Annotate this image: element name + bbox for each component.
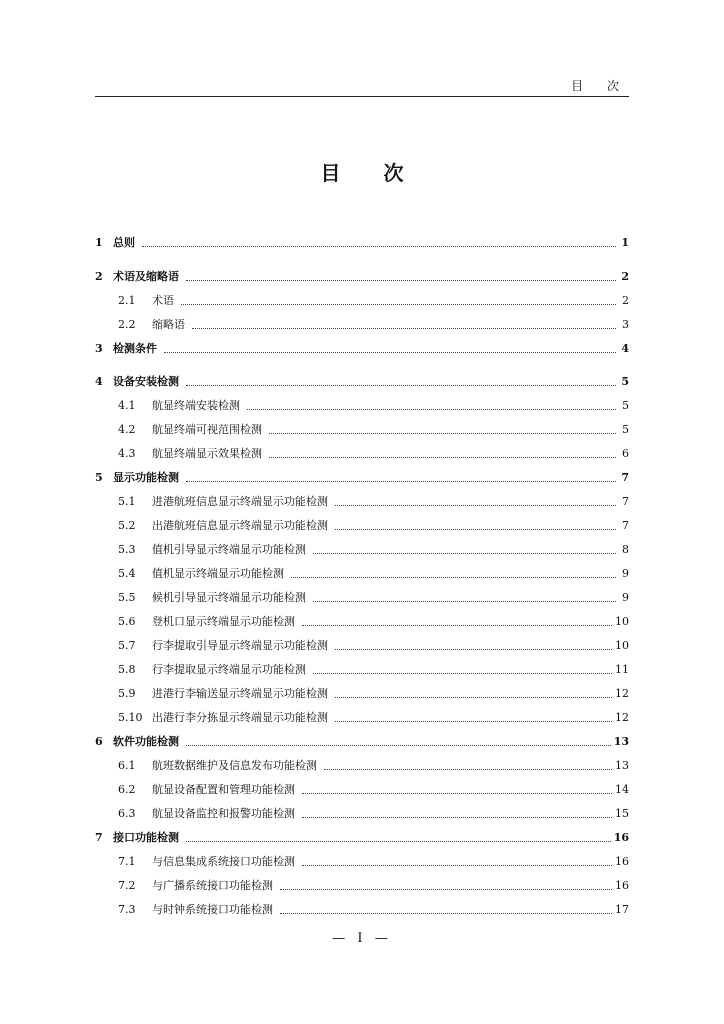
toc-entry-number: 5.9	[118, 687, 136, 700]
toc-dot-leader	[186, 841, 611, 842]
toc-entry-page: 5	[621, 375, 629, 388]
toc-entry-title: 航显设备监控和报警功能检测	[152, 807, 295, 820]
toc-entry-title: 显示功能检测	[113, 471, 179, 484]
toc-entry-number: 5	[95, 471, 103, 484]
toc-entry-page: 10	[615, 615, 629, 628]
toc-section-entry[interactable]	[95, 396, 629, 416]
toc-entry-page: 13	[615, 759, 629, 772]
toc-section-entry[interactable]	[95, 804, 629, 824]
toc-entry-number: 7	[95, 831, 103, 844]
toc-entry-page: 6	[622, 447, 629, 460]
toc-entry-number: 5.7	[118, 639, 136, 652]
toc-entry-title: 软件功能检测	[113, 735, 179, 748]
toc-entry-title: 值机引导显示终端显示功能检测	[152, 543, 306, 556]
toc-entry-number: 5.10	[118, 711, 143, 724]
toc-entry-title: 出港航班信息显示终端显示功能检测	[152, 519, 328, 532]
toc-entry-number: 2	[95, 270, 103, 283]
toc-entry-number: 5.6	[118, 615, 136, 628]
toc-entry-page: 11	[615, 663, 629, 676]
toc-section-entry[interactable]	[95, 564, 629, 584]
toc-entry-page: 7	[621, 471, 629, 484]
toc-dot-leader	[335, 649, 612, 650]
toc-section-entry[interactable]	[95, 420, 629, 440]
toc-entry-title: 术语及缩略语	[113, 270, 179, 283]
toc-entry-page: 16	[615, 879, 629, 892]
toc-entry-number: 5.5	[118, 591, 136, 604]
toc-entry-title: 缩略语	[152, 318, 185, 331]
toc-entry-page: 7	[622, 519, 629, 532]
toc-entry-title: 行李提取显示终端显示功能检测	[152, 663, 306, 676]
toc-entry-title: 与信息集成系统接口功能检测	[152, 855, 295, 868]
toc-entry-title: 设备安装检测	[113, 375, 179, 388]
toc-entry-page: 1	[621, 236, 629, 249]
toc-entry-number: 4.3	[118, 447, 136, 460]
page-footer: — I —	[332, 931, 392, 946]
toc-entry-number: 6.1	[118, 759, 136, 772]
toc-entry-title: 航显终端可视范围检测	[152, 423, 262, 436]
toc-entry-page: 5	[622, 399, 629, 412]
toc-entry-page: 5	[622, 423, 629, 436]
toc-chapter-entry[interactable]	[95, 339, 629, 359]
header-rule	[95, 96, 629, 97]
toc-dot-leader	[335, 697, 612, 698]
toc-chapter-entry[interactable]	[95, 828, 629, 848]
toc-entry-number: 5.2	[118, 519, 136, 532]
toc-entry-title: 出港行李分拣显示终端显示功能检测	[152, 711, 328, 724]
toc-entry-title: 与广播系统接口功能检测	[152, 879, 273, 892]
toc-entry-number: 6.3	[118, 807, 136, 820]
toc-entry-page: 12	[615, 687, 629, 700]
toc-section-entry[interactable]	[95, 684, 629, 704]
toc-entry-title: 检测条件	[113, 342, 157, 355]
toc-chapter-entry[interactable]	[95, 468, 629, 488]
toc-entry-page: 7	[622, 495, 629, 508]
toc-dot-leader	[181, 304, 616, 305]
toc-entry-number: 7.1	[118, 855, 136, 868]
toc-entry-number: 4	[95, 375, 103, 388]
toc-dot-leader	[186, 745, 611, 746]
toc-section-entry[interactable]	[95, 852, 629, 872]
toc-entry-number: 7.2	[118, 879, 136, 892]
toc-entry-number: 4.1	[118, 399, 136, 412]
toc-section-entry[interactable]	[95, 780, 629, 800]
toc-entry-page: 15	[615, 807, 629, 820]
toc-section-entry[interactable]	[95, 708, 629, 728]
toc-section-entry[interactable]	[95, 516, 629, 536]
toc-entry-title: 航显设备配置和管理功能检测	[152, 783, 295, 796]
toc-entry-title: 进港航班信息显示终端显示功能检测	[152, 495, 328, 508]
toc-dot-leader	[313, 673, 612, 674]
toc-section-entry[interactable]	[95, 612, 629, 632]
toc-entry-page: 14	[615, 783, 629, 796]
toc-entry-title: 术语	[152, 294, 174, 307]
page-title: 目 次	[320, 161, 422, 185]
toc-entry-page: 8	[622, 543, 629, 556]
toc-entry-number: 5.4	[118, 567, 136, 580]
toc-dot-leader	[302, 793, 612, 794]
toc-entry-number: 1	[95, 236, 103, 249]
toc-chapter-entry[interactable]	[95, 372, 629, 392]
toc-dot-leader	[280, 913, 612, 914]
toc-dot-leader	[302, 865, 612, 866]
toc-dot-leader	[335, 505, 616, 506]
toc-entry-title: 进港行李输送显示终端显示功能检测	[152, 687, 328, 700]
toc-entry-number: 5.8	[118, 663, 136, 676]
toc-entry-page: 12	[615, 711, 629, 724]
toc-chapter-entry[interactable]	[95, 233, 629, 253]
toc-entry-page: 9	[622, 567, 629, 580]
toc-entry-page: 13	[613, 735, 629, 748]
toc-dot-leader	[247, 409, 616, 410]
toc-chapter-entry[interactable]	[95, 732, 629, 752]
toc-section-entry[interactable]	[95, 900, 629, 920]
toc-section-entry[interactable]	[95, 756, 629, 776]
toc-section-entry[interactable]	[95, 315, 629, 335]
toc-entry-number: 6.2	[118, 783, 136, 796]
toc-entry-title: 航显终端显示效果检测	[152, 447, 262, 460]
toc-entry-title: 候机引导显示终端显示功能检测	[152, 591, 306, 604]
toc-entry-number: 6	[95, 735, 103, 748]
toc-section-entry[interactable]	[95, 492, 629, 512]
toc-dot-leader	[302, 625, 612, 626]
toc-entry-page: 3	[622, 318, 629, 331]
toc-entry-title: 航班数据维护及信息发布功能检测	[152, 759, 317, 772]
toc-section-entry[interactable]	[95, 444, 629, 464]
running-header: 目 次	[571, 79, 629, 93]
toc-entry-number: 4.2	[118, 423, 136, 436]
toc-entry-title: 接口功能检测	[113, 831, 179, 844]
toc-entry-page: 2	[622, 294, 629, 307]
toc-section-entry[interactable]	[95, 540, 629, 560]
toc-entry-title: 值机显示终端显示功能检测	[152, 567, 284, 580]
toc-dot-leader	[142, 246, 616, 247]
toc-dot-leader	[269, 433, 616, 434]
toc-section-entry[interactable]	[95, 588, 629, 608]
toc-dot-leader	[335, 721, 612, 722]
toc-dot-leader	[291, 577, 616, 578]
toc-entry-number: 7.3	[118, 903, 136, 916]
toc-dot-leader	[164, 352, 616, 353]
toc-entry-number: 3	[95, 342, 103, 355]
toc-dot-leader	[335, 529, 616, 530]
toc-entry-title: 行李提取引导显示终端显示功能检测	[152, 639, 328, 652]
toc-dot-leader	[186, 280, 616, 281]
toc-chapter-entry[interactable]	[95, 267, 629, 287]
toc-dot-leader	[186, 481, 616, 482]
toc-section-entry[interactable]	[95, 876, 629, 896]
toc-entry-page: 17	[615, 903, 629, 916]
toc-section-entry[interactable]	[95, 636, 629, 656]
toc-entry-number: 5.1	[118, 495, 136, 508]
toc-dot-leader	[324, 769, 612, 770]
toc-section-entry[interactable]	[95, 291, 629, 311]
toc-section-entry[interactable]	[95, 660, 629, 680]
toc-entry-number: 2.1	[118, 294, 136, 307]
toc-entry-title: 航显终端安装检测	[152, 399, 240, 412]
toc-entry-title: 与时钟系统接口功能检测	[152, 903, 273, 916]
toc-entry-title: 登机口显示终端显示功能检测	[152, 615, 295, 628]
toc-dot-leader	[280, 889, 612, 890]
toc-entry-page: 10	[615, 639, 629, 652]
toc-dot-leader	[269, 457, 616, 458]
toc-entry-page: 2	[621, 270, 629, 283]
toc-entry-number: 2.2	[118, 318, 136, 331]
toc-dot-leader	[186, 385, 616, 386]
toc-dot-leader	[302, 817, 612, 818]
toc-entry-page: 4	[621, 342, 629, 355]
toc-entry-page: 16	[615, 855, 629, 868]
toc-entry-number: 5.3	[118, 543, 136, 556]
toc-entry-page: 16	[613, 831, 629, 844]
toc-entry-page: 9	[622, 591, 629, 604]
toc-entry-title: 总则	[113, 236, 135, 249]
toc-dot-leader	[313, 601, 616, 602]
toc-dot-leader	[192, 328, 616, 329]
toc-dot-leader	[313, 553, 616, 554]
